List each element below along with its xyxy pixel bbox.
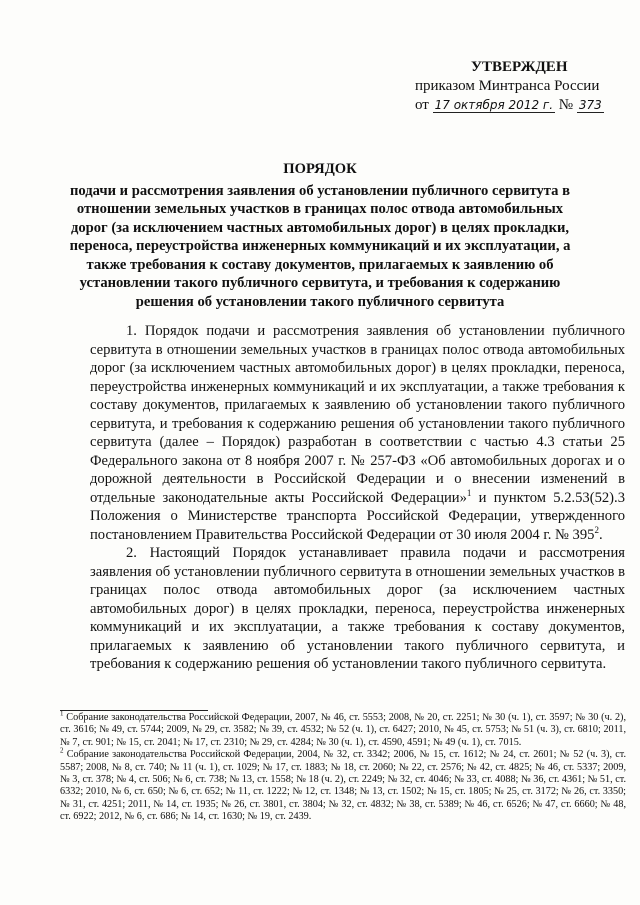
approval-number-label: № <box>558 97 574 113</box>
document-heading: ПОРЯДОК <box>283 161 357 177</box>
approval-stamp <box>415 58 635 115</box>
footnote-2-text: Собрание законодательства Российской Федерации, 2004, № 32, ст. 3342; 2006, № 15, ст. 1612; № 24, ст. 2601; № 52 (ч. 3), ст. 5587; 2008, № 8, ст. 740; № 11 (ч. 1), ст. 1029; № 17, ст. 1883; № 18, ст. 2060; № 22, ст. 2576; № 42, ст. 4825; № 46, ст. 5337; 2009, № 3, ст. 378; № 4, ст. 506; № 6, ст. 738; № 13, ст. 1558; № 18 (ч. 2), ст. 2249; № 32, ст. 4046; № 33, ст. 4088; № 36, ст. 4361; № 51, ст. 6332; 2010, № 6, ст. 650; № 6, ст. 652; № 11, ст. 1222; № 12, ст. 1348; № 13, ст. 1502; № 15, ст. 1805; № 25, ст. 3172; № 26, ст. 3350; № 31, ст. 4251; 2011, № 14, ст. 1935; № 26, ст. 3801, ст. 3804; № 32, ст. 4832; № 38, ст. 5389; № 46, ст. 6526; № 47, ст. 6660; № 48, ст. 6922; 2012, № 6, ст. 686; № 14, ст. 1630; № 19, ст. 2439. <box>60 749 626 823</box>
document-title-block <box>60 160 580 311</box>
footnote-separator <box>60 710 208 711</box>
footnote-1-mark: 1 <box>60 709 64 718</box>
approval-date-line <box>415 96 635 115</box>
footnote-1-text: Собрание законодательства Российской Федерации, 2007, № 46, ст. 5553; 2008, № 20, ст. 2251; № 30 (ч. 1), ст. 3597; № 30 (ч. 2), ст. 3616; № 49, ст. 5744; 2009, № 29, ст. 3582; № 39, ст. 4532; № 52 (ч. 1), ст. 6427; 2010, № 45, ст. 5753; № 51 (ч. 3), ст. 6810; 2011, № 7, ст. 901; № 15, ст. 2041; № 17, ст. 2310; № 29, ст. 4284; № 30 (ч. 1), ст. 4590, 4591; № 49 (ч. 1), ст. 7015. <box>60 712 626 748</box>
document-subtitle: подачи и рассмотрения заявления об установлении публичного сервитута в отношении земельных участков в границах полос отвода автомобильных дорог (за исключением частных автомобильных дорог) в целях прокладки, переноса, переустройства инженерных коммуникаций и их эксплуатации, а также требования к составу документов, прилагаемых к заявлению об установлении такого публичного сервитута, и требования к содержанию решения об установлении такого публичного сервитута <box>69 182 571 310</box>
footnote-ref-1: 1 <box>466 487 472 498</box>
paragraph-1-text-cont: и пунктом 5.2.53(52).3 Положения о Министерстве транспорта Российской Федерации, утвержденного постановлением Правительства Российской Федерации от 30 июля 2004 г. № 395 <box>90 489 625 543</box>
document-body <box>90 322 625 674</box>
footnote-2 <box>60 746 626 823</box>
approval-date-handwritten: 17 октября 2012 г. <box>434 98 554 112</box>
approval-date-prefix: от <box>415 97 429 113</box>
footnote-1 <box>60 709 626 749</box>
footnotes <box>60 709 626 824</box>
paragraph-1-text: 1. Порядок подачи и рассмотрения заявления об установлении публичного сервитута в отношении земельных участков в границах полос отвода автомобильных дорог (за исключением частных автомобильных дорог) в целях прокладки, переноса, переустройства инженерных коммуникаций и их эксплуатации, а также требования к составу документов, прилагаемых к заявлению об установлении такого публичного сервитута, и требования к содержанию решения об установлении такого публичного сервитута (далее – Порядок) разработан в соответствии с частью 4.3 статьи 25 Федерального закона от 8 ноября 2007 г. № 257-ФЗ «Об автомобильных дорогах и о дорожной деятельности в Российской Федерации и о внесении изменений в отдельные законодательные акты Российской Федерации» <box>90 323 625 506</box>
paragraph-1-end: . <box>598 526 603 543</box>
approval-number-handwritten: 373 <box>578 98 602 112</box>
approval-issuer: приказом Минтранса России <box>415 78 600 94</box>
paragraph-1 <box>90 322 625 544</box>
footnote-2-mark: 2 <box>60 746 64 755</box>
footnote-ref-2: 2 <box>594 524 599 535</box>
paragraph-2: 2. Настоящий Порядок устанавливает правила подачи и рассмотрения заявления об установлении публичного сервитута в отношении земельных участков в границах полос отвода автомобильных дорог (за исключением частных автомобильных дорог) в целях прокладки, переноса, переустройства инженерных коммуникаций и их эксплуатации, а также требования к составу документов, прилагаемых к заявлению об установлении такого публичного сервитута, и требования к содержанию решения об установлении такого публичного сервитута. <box>90 545 625 672</box>
approval-title: УТВЕРЖДЕН <box>471 59 568 75</box>
